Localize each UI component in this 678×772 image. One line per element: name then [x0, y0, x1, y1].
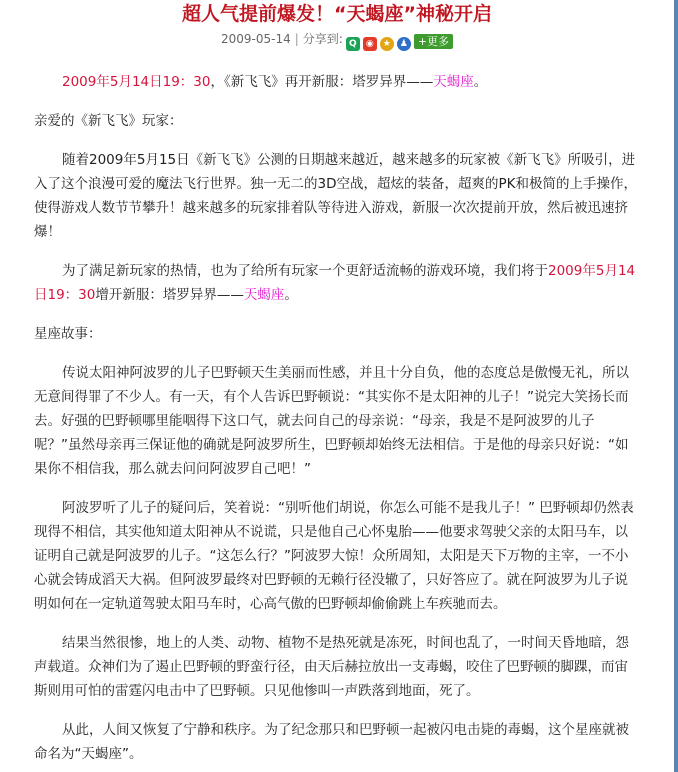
publish-date: 2009-05-14 — [220, 32, 291, 46]
story-paragraph-3: 结果当然很惨，地上的人类、动物、植物不是热死就是冻死，时间也乱了，一时间天昏地暗，怨声载道。众神们为了遏止巴野顿的野蛮行径，由天后赫拉放出一支毒蝎，咬住了巴野顿的脚踝，而宙斯则用可怕的雷霆闪电击中了巴野顿。只见他惨叫一声跌落到地面，死了。 — [34, 635, 629, 699]
q-share-icon[interactable]: Q — [346, 37, 360, 51]
more-share-button[interactable]: +更多 — [414, 34, 453, 49]
paragraph-2 — [34, 259, 640, 307]
intro-date: 2009年5月14日19：30 — [62, 74, 211, 90]
greeting: 亲爱的《新飞飞》玩家： — [34, 113, 183, 129]
article-body — [0, 70, 674, 766]
p2-server-name: 天蝎座 — [243, 287, 285, 303]
intro-paragraph — [34, 70, 640, 94]
story-paragraph-4: 从此，人间又恢复了宁静和秩序。为了纪念那只和巴野顿一起被闪电击毙的毒蝎，这个星座就被命名为“天蝎座”。 — [34, 722, 629, 762]
p2-date: 2009年5月14日19：30 — [34, 263, 636, 303]
intro-server-name: 天蝎座 — [433, 74, 474, 90]
intro-end: 。 — [473, 74, 488, 90]
article-meta — [0, 30, 674, 48]
intro-text: ，《新飞飞》再开新服：塔罗异界—— — [210, 74, 434, 90]
meta-separator: | — [294, 32, 299, 46]
weibo-icon[interactable]: ◉ — [363, 37, 377, 51]
share-label: 分享到: — [302, 32, 343, 46]
story-paragraph-1: 传说太阳神阿波罗的儿子巴野顿天生美丽而性感，并且十分自负，他的态度总是傲慢无礼，所以无意间得罪了不少人。有一天，有个人告诉巴野顿说：“其实你不是太阳神的儿子！”说完大笑扬长而去。好强的巴野顿哪里能咽得下这口气，就去问自己的母亲说：“母亲，我是不是阿波罗的儿子呢？”虽然母亲再三保证他的确就是阿波罗所生，巴野顿却始终无法相信。于是他的母亲只好说：“如果你不相信我，那么就去问问阿波罗自己吧！” — [34, 365, 629, 477]
story-paragraph-2: 阿波罗听了儿子的疑问后，笑着说：“别听他们胡说，你怎么可能不是我儿子！” 巴野顿却仍然表现得不相信，其实他知道太阳神从不说谎，只是他自己心怀鬼胎——他要求驾驶父亲的太阳马车，以证明自己就是阿波罗的儿子。“这怎么行？”阿波罗大惊！众所周知，太阳是天下万物的主宰，一不小心就会铸成滔天大祸。但阿波罗最终对巴野顿的无赖行径没辙了，只好答应了。就在阿波罗为儿子说明如何在一定轨道驾驶太阳马车时，心高气傲的巴野顿却偷偷跳上车疾驰而去。 — [34, 500, 634, 612]
p2-text-a: 为了满足新玩家的热情，也为了给所有玩家一个更舒适流畅的游戏环境，我们将于 — [62, 263, 548, 279]
star-icon[interactable]: ★ — [380, 37, 394, 51]
p2-text-b: 增开新服：塔罗异界—— — [95, 287, 244, 303]
article-title: 超人气提前爆发！“天蝎座”神秘开启 — [182, 3, 492, 25]
people-icon[interactable]: ♟ — [397, 37, 411, 51]
paragraph-1: 随着2009年5月15日《新飞飞》公测的日期越来越近，越来越多的玩家被《新飞飞》所吸引，进入了这个浪漫可爱的魔法飞行世界。独一无二的3D空战，超炫的装备，超爽的PK和极简的上手操作，使得游戏人数节节攀升！越来越多的玩家排着队等待进入游戏，新服一次次提前开放，然后被迅速挤爆！ — [34, 152, 637, 240]
story-heading: 星座故事： — [34, 326, 102, 342]
p2-text-c: 。 — [284, 287, 298, 303]
